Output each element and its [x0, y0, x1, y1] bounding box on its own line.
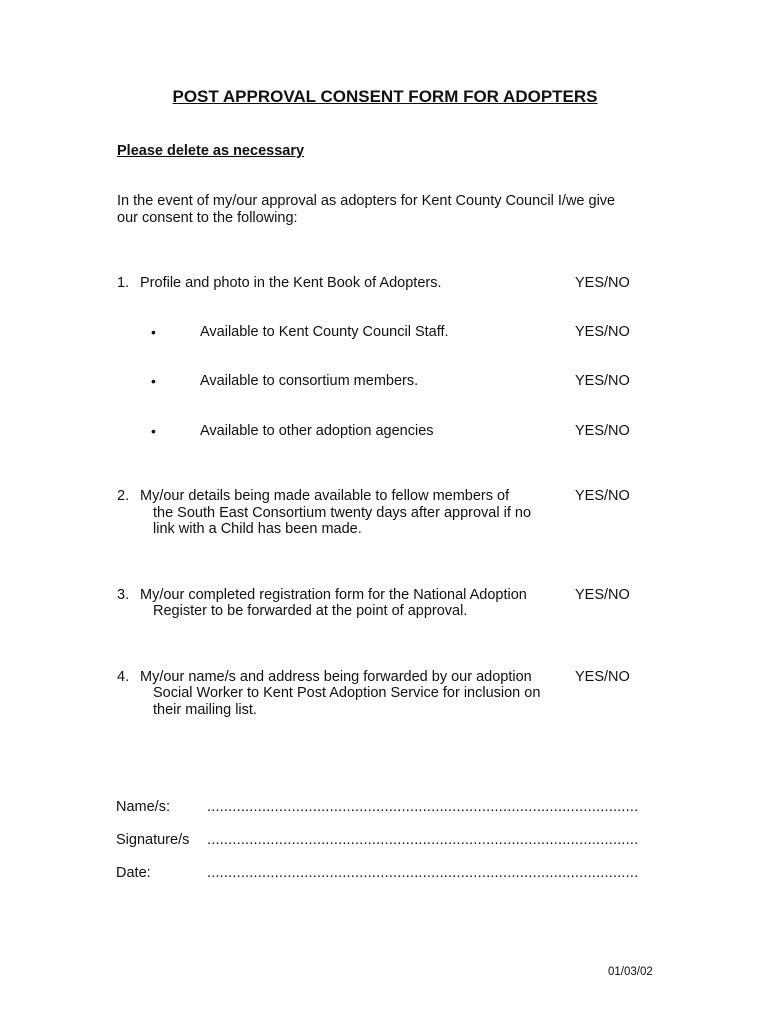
item-text: My/our completed registration form for the National Adoption	[140, 587, 527, 603]
page-title: POST APPROVAL CONSENT FORM FOR ADOPTERS	[172, 87, 598, 106]
bullet-icon: •	[151, 423, 156, 439]
sub-item-text: Available to Kent County Council Staff.	[200, 324, 449, 340]
item-text: link with a Child has been made.	[153, 521, 362, 537]
intro-paragraph	[117, 193, 615, 227]
item-number: 2.	[117, 488, 130, 504]
item-answer: YES/NO	[575, 275, 630, 291]
names-field[interactable]: ......................................................................................................	[207, 799, 639, 815]
intro-line: our consent to the following:	[117, 210, 298, 226]
sub-item-text: Available to other adoption agencies	[200, 423, 434, 439]
signature-label: Signature/s	[116, 832, 190, 848]
item-answer: YES/NO	[575, 587, 630, 603]
item-text: Social Worker to Kent Post Adoption Service for inclusion on	[153, 685, 541, 701]
item-number: 3.	[117, 587, 130, 603]
sub-item-answer: YES/NO	[575, 324, 630, 340]
item-text: Register to be forwarded at the point of approval.	[153, 603, 468, 619]
names-label: Name/s:	[116, 799, 170, 815]
bullet-icon: •	[151, 373, 156, 389]
intro-line: In the event of my/our approval as adopters for Kent County Council I/we give	[117, 193, 616, 209]
item-number: 1.	[117, 275, 130, 291]
item-answer: YES/NO	[575, 488, 630, 504]
sub-item-text: Available to consortium members.	[200, 373, 419, 389]
item-answer: YES/NO	[575, 669, 630, 685]
item-text: the South East Consortium twenty days after approval if no	[153, 505, 532, 521]
date-label: Date:	[116, 865, 151, 881]
item-text: their mailing list.	[153, 702, 257, 718]
signature-field[interactable]: ......................................................................................................	[207, 832, 639, 848]
sub-item-answer: YES/NO	[575, 373, 630, 389]
item-number: 4.	[117, 669, 130, 685]
instruction-heading: Please delete as necessary	[117, 143, 305, 159]
item-text: Profile and photo in the Kent Book of Adopters.	[140, 275, 442, 291]
footer-date: 01/03/02	[608, 966, 653, 978]
date-field[interactable]: ......................................................................................................	[207, 865, 639, 881]
item-text: My/our name/s and address being forwarded by our adoption	[140, 669, 532, 685]
sub-item-answer: YES/NO	[575, 423, 630, 439]
item-text: My/our details being made available to fellow members of	[140, 488, 510, 504]
bullet-icon: •	[151, 324, 156, 340]
